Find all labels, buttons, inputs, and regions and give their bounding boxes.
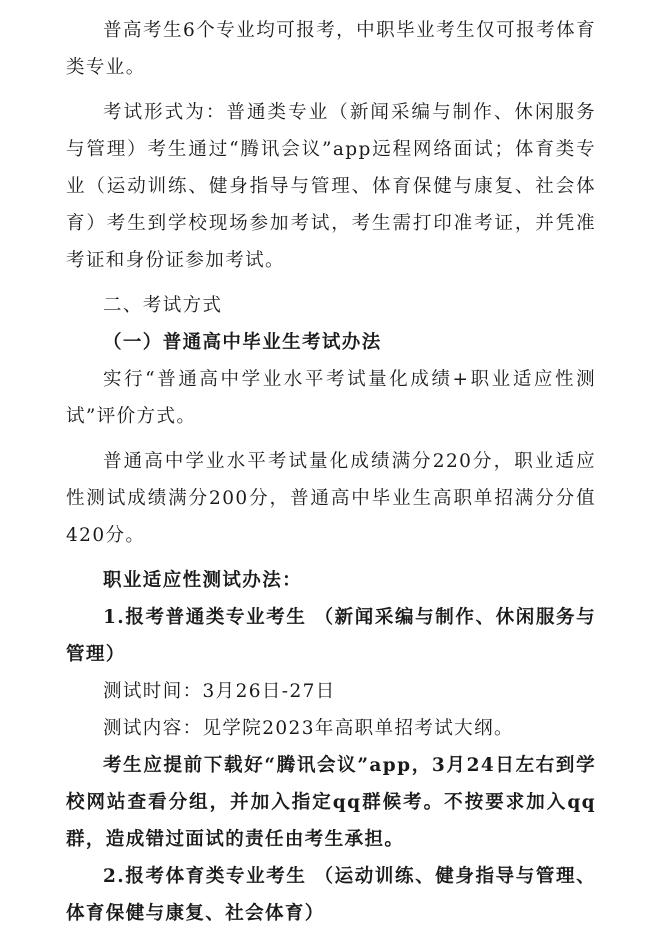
document-page [66,12,596,932]
spacer [66,279,596,287]
paragraph-evaluation-method: 实行“普通高中学业水平考试量化成绩+职业适应性测试”评价方式。 [66,369,596,427]
paragraph-sports-majors-heading: 2.报考体育类专业考生 （运动训练、健身指导与管理、体育保健与康复、社会体育） [66,866,596,924]
paragraph-score-breakdown: 普通高中学业水平考试量化成绩满分220分，职业适应性测试成绩满分200分，普通高中毕业生高职单招满分分值420分。 [66,451,596,546]
paragraph-exam-format: 考试形式为：普通类专业（新闻采编与制作、休闲服务与管理）考生通过“腾讯会议”app远程网络面试；体育类专业（运动训练、健身指导与管理、体育保健与康复、社会体育）考生到学校现场参加考试，考生需打印准考证，并凭准考证和身份证参加考试。 [66,102,596,271]
spacer [66,554,596,562]
subsection-heading-high-school: （一）普通高中毕业生考试办法 [103,332,382,353]
spacer [66,435,596,443]
paragraph-tencent-meeting-notice: 考生应提前下载好“腾讯会议”app，3月24日左右到学校网站查看分组，并加入指定qq群候考。不按要求加入qq群，造成错过面试的责任由考生承担。 [66,755,596,850]
paragraph-aptitude-test-title: 职业适应性测试办法： [103,570,303,591]
paragraph-test-content: 测试内容：见学院2023年高职单招考试大纲。 [103,718,514,739]
paragraph-eligibility: 普高考生6个专业均可报考，中职毕业考生仅可报考体育类专业。 [66,20,596,78]
section-heading-exam-method: 二、考试方式 [103,295,223,316]
spacer [66,86,596,94]
paragraph-test-time: 测试时间：3月26日-27日 [103,681,336,702]
paragraph-general-majors-heading: 1.报考普通类专业考生 （新闻采编与制作、休闲服务与管理） [66,607,596,665]
